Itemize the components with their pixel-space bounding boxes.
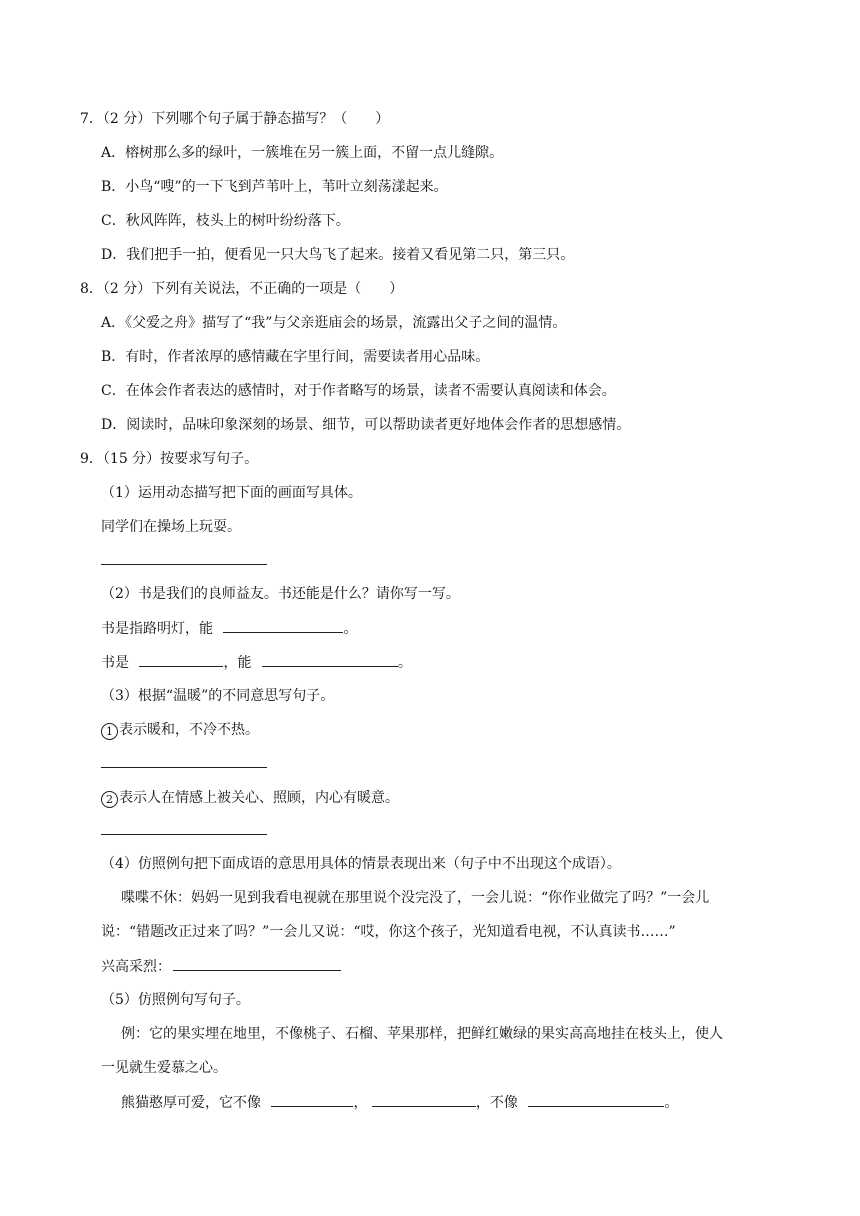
- q9-part2-line1-prefix: 书是指路明灯，能: [101, 621, 213, 637]
- q9-part5-blank-3[interactable]: [528, 1092, 664, 1107]
- q9-stem: 9．（15 分）按要求写句子。: [80, 451, 259, 467]
- q9-part4-title: （4）仿照例句把下面成语的意思用具体的情景表现出来（句子中不出现这个成语）。: [101, 856, 621, 872]
- q8-option-c: C．在体会作者表达的感情时，对于作者略写的场景，读者不需要认真阅读和体会。: [101, 383, 616, 399]
- q9-part5-blank-1[interactable]: [271, 1092, 353, 1107]
- q8-stem: 8．（2 分）下列有关说法，不正确的一项是（ ）: [80, 281, 404, 297]
- q8-option-d: D．阅读时，品味印象深刻的场景、细节，可以帮助读者更好地体会作者的思想感情。: [101, 417, 631, 433]
- q9-part3-title: （3）根据“温暖”的不同意思写句子。: [101, 688, 335, 704]
- q7-option-d: D．我们把手一拍，便看见一只大鸟飞了起来。接着又看见第二只，第三只。: [101, 247, 575, 263]
- q9-part5-task-mid: ，不像: [475, 1095, 518, 1111]
- q9-part3-item2-text: 表示人在情感上被关心、照顾，内心有暖意。: [119, 790, 399, 806]
- q8-option-b: B．有时，作者浓厚的感情藏在字里行间，需要读者用心品味。: [101, 349, 490, 365]
- q7-option-c: C．秋风阵阵，枝头上的树叶纷纷落下。: [101, 213, 350, 229]
- q9-part2-blank-1[interactable]: [223, 618, 343, 633]
- q9-part2-line1-suffix: 。: [343, 621, 358, 637]
- q7-option-a: A．榕树那么多的绿叶，一簇堆在另一簇上面，不留一点儿缝隙。: [101, 145, 504, 161]
- q9-part4-task-label: 兴高采烈：: [101, 959, 171, 975]
- q9-part5-example-line1: 例：它的果实埋在地里，不像桃子、石榴、苹果那样，把鲜红嫩绿的果实高高地挂在枝头上，使人: [121, 1026, 723, 1042]
- q9-part2-line2-suffix: 。: [397, 655, 412, 671]
- q9-part4-blank[interactable]: [173, 956, 341, 971]
- q9-part5-task: [121, 1092, 678, 1113]
- q9-part5-task-suffix: 。: [664, 1095, 679, 1111]
- q9-part2-line2-prefix: 书是: [101, 655, 129, 671]
- q9-part4-task: [101, 956, 341, 977]
- q9-part1-title: （1）运用动态描写把下面的画面写具体。: [101, 485, 362, 501]
- q9-part5-example-line2: 一见就生爱慕之心。: [101, 1060, 227, 1076]
- q9-part2-line2: [101, 652, 412, 673]
- q8-option-a: A．《父爱之舟》描写了“我”与父亲逛庙会的场景，流露出父子之间的温情。: [101, 315, 567, 331]
- q9-part1-text: 同学们在操场上玩耍。: [101, 519, 241, 535]
- q9-part2-title: （2）书是我们的良师益友。书还能是什么？请你写一写。: [101, 586, 460, 602]
- q9-part5-task-prefix: 熊猫憨厚可爱，它不像: [121, 1095, 261, 1111]
- q9-part3-item1: [101, 720, 259, 740]
- circled-number-1: 1: [101, 723, 118, 740]
- q9-part4-example-line1: 喋喋不休：妈妈一见到我看电视就在那里说个没完没了，一会儿说：“你作业做完了吗？”一会儿: [121, 890, 710, 906]
- q9-part5-blank-2[interactable]: [372, 1092, 476, 1107]
- q9-part2-line2-mid: ，能: [223, 655, 252, 671]
- q9-part3-answer-line-1[interactable]: [101, 767, 267, 768]
- q9-part2-blank-2[interactable]: [139, 652, 223, 667]
- q9-part5-task-sep: ，: [353, 1095, 368, 1111]
- q7-stem: 7．（2 分）下列哪个句子属于静态描写？（ ）: [80, 111, 390, 127]
- q9-part5-title: （5）仿照例句写句子。: [101, 992, 250, 1008]
- q9-part3-item1-text: 表示暖和，不冷不热。: [119, 722, 259, 738]
- q9-part2-blank-3[interactable]: [262, 652, 398, 667]
- circled-number-2: 2: [101, 791, 118, 808]
- q9-part4-example-line2: 说：“错题改正过来了吗？”一会儿又说：“哎，你这个孩子，光知道看电视，不认真读书……”: [101, 924, 676, 940]
- q9-part3-item2: [101, 788, 399, 808]
- q9-part3-answer-line-2[interactable]: [101, 834, 267, 835]
- q9-part1-answer-line[interactable]: [101, 564, 267, 565]
- q9-part2-line1: [101, 618, 357, 639]
- q7-option-b: B．小鸟“嗖”的一下飞到芦苇叶上，苇叶立刻荡漾起来。: [101, 179, 448, 195]
